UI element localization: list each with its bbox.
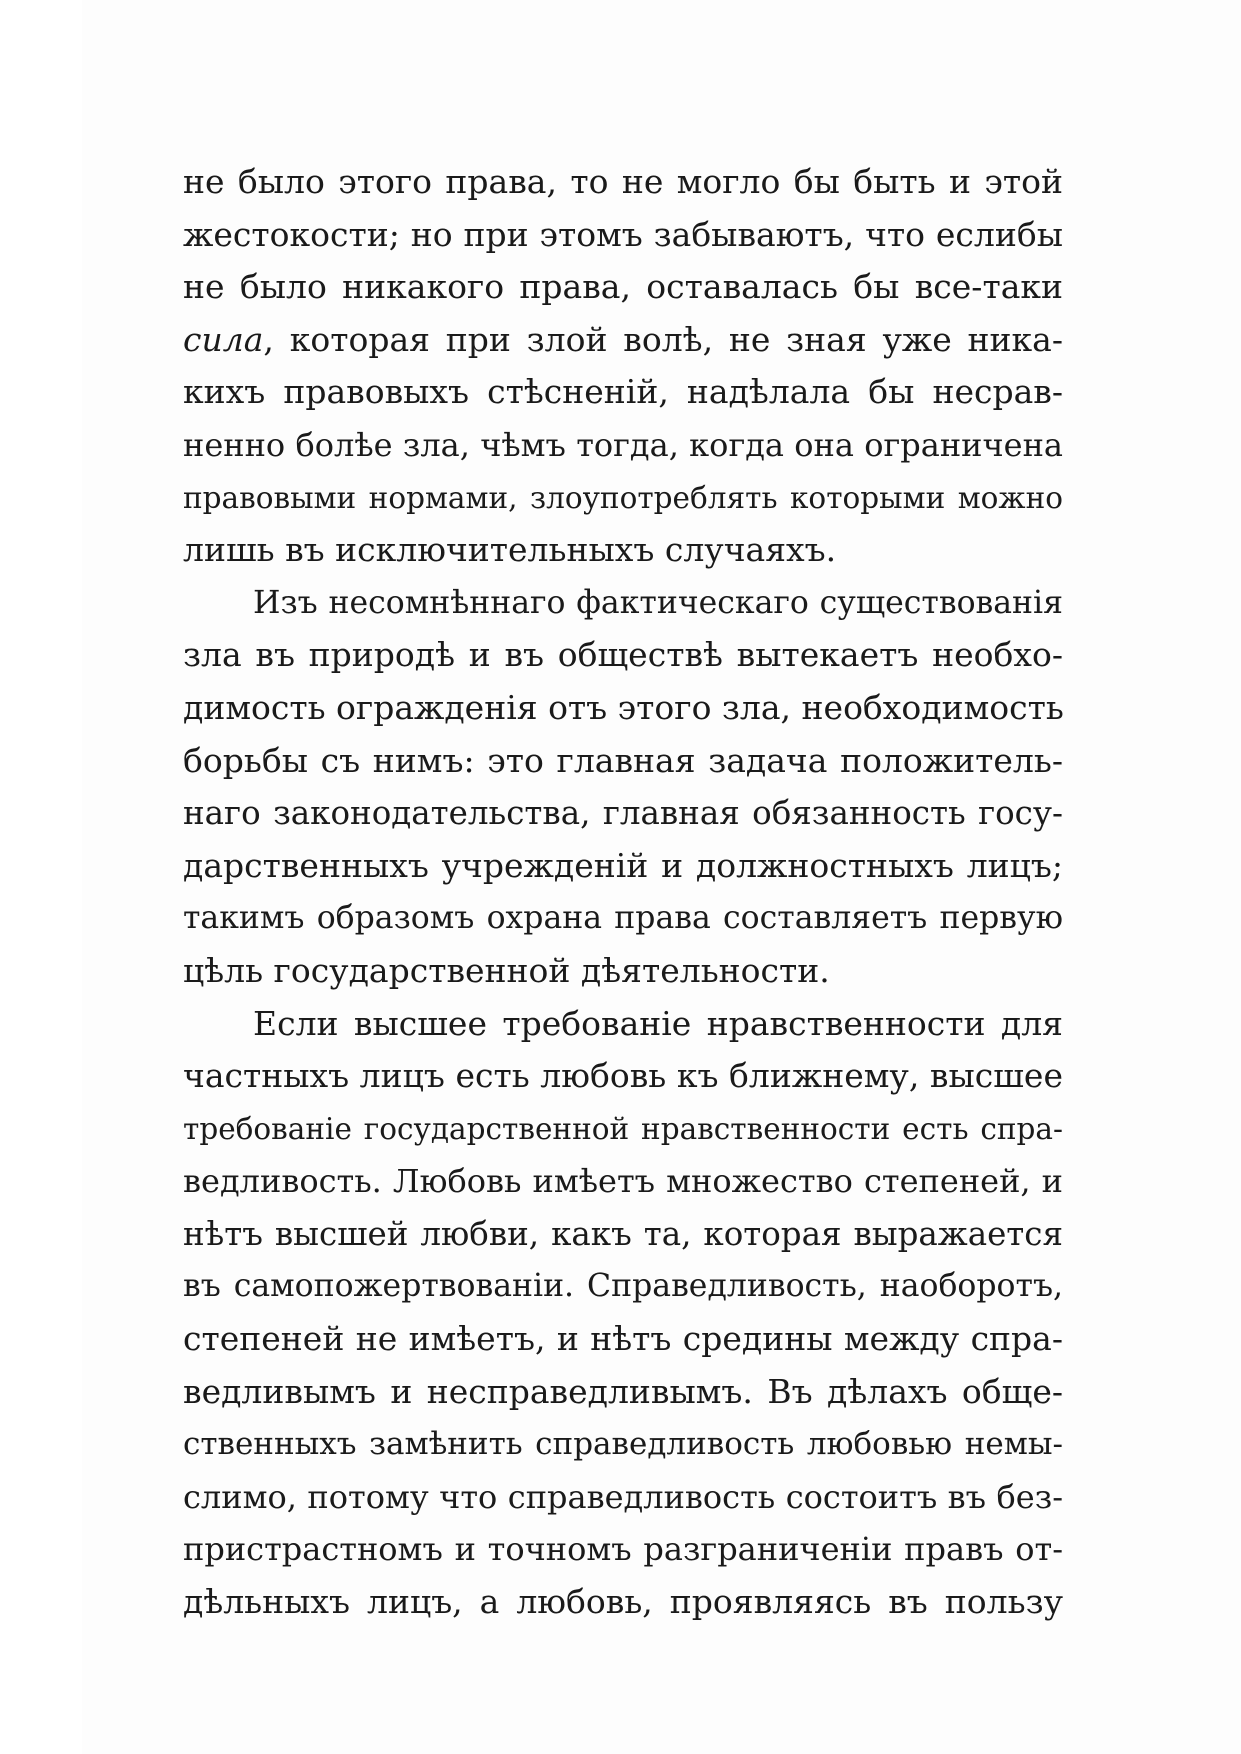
text-line: нѣтъ высшей любви, какъ та, которая выражается (183, 1214, 1063, 1253)
text-line: такимъ образомъ охрана права составляетъ первую (183, 900, 1063, 937)
text-line: димость огражденія отъ этого зла, необходимость (183, 687, 1064, 727)
text-line: Если высшее требованіе нравственности для (253, 1003, 1063, 1043)
text-line: въ самопожертвованіи. Справедливость, наоборотъ, (183, 1268, 1063, 1305)
text-line: ведливость. Любовь имѣетъ множество степеней, и (183, 1162, 1063, 1201)
text-line: ведливымъ и несправедливымъ. Въ дѣлахъ обще- (183, 1371, 1063, 1411)
text-line: правовыми нормами, злоупотреблять которыми можно (183, 480, 1063, 515)
text-line: борьбы съ нимъ: это главная задача положитель- (183, 740, 1063, 780)
text-line: цѣль государственной дѣятельности. (183, 950, 830, 990)
text-line: ненно болѣе зла, чѣмъ тогда, когда она ограничена (183, 425, 1063, 464)
text-line: жестокости; но при этомъ забываютъ, что еслибы (183, 214, 1063, 254)
text-line: дарственныхъ учрежденій и должностныхъ лицъ; (183, 845, 1063, 885)
text-line: дѣльныхъ лицъ, а любовь, проявляясь въ пользу (183, 1582, 1063, 1622)
text-line: не было этого права, то не могло бы быть и этой (183, 162, 1063, 201)
paragraph-3 (183, 998, 1063, 1629)
text-line-with-italic (183, 314, 1063, 367)
paragraph-1 (183, 156, 1063, 577)
text-line: ственныхъ замѣнить справедливость любовью немы- (183, 1426, 1063, 1463)
text-line: зла въ природѣ и въ обществѣ вытекаетъ необхо- (183, 635, 1063, 675)
page-text (183, 156, 1063, 1629)
text-line-rest: , которая при злой волѣ, не зная уже ника- (263, 319, 1063, 359)
text-line: пристрастномъ и точномъ разграниченіи правъ от- (183, 1530, 1063, 1569)
text-line: частныхъ лицъ есть любовь къ ближнему, высшее (183, 1056, 1063, 1096)
text-line: наго законодательства, главная обязанность госу- (183, 794, 1063, 833)
text-line: кихъ правовыхъ стѣсненій, надѣлала бы несрав- (183, 372, 1063, 412)
text-line: степеней не имѣетъ, и нѣтъ средины между спра- (183, 1319, 1063, 1359)
italic-word: сила (183, 319, 264, 359)
text-line: Изъ несомнѣннаго фактическаго существованія (253, 584, 1063, 621)
text-line: не было никакого права, оставалась бы все-таки (183, 267, 1063, 307)
text-line: лишь въ исключительныхъ случаяхъ. (183, 530, 837, 570)
text-line: требованіе государственной нравственности есть спра- (183, 1111, 1063, 1146)
text-line: слимо, потому что справедливость состоитъ въ без- (183, 1477, 1063, 1516)
paragraph-2 (183, 577, 1063, 998)
